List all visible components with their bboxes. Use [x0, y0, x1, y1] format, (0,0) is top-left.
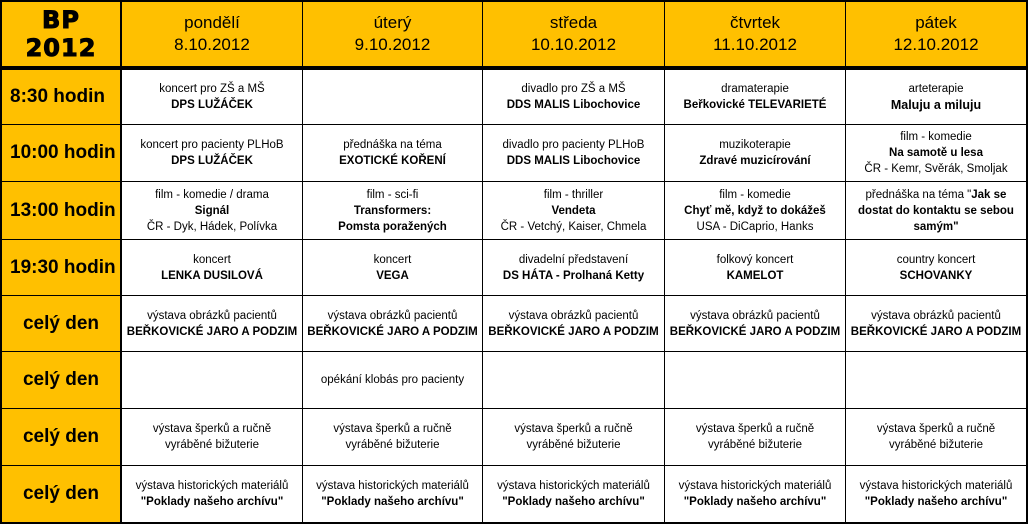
- event-cell: [122, 182, 303, 240]
- event-cell: [303, 352, 483, 409]
- time-slot-label: [0, 409, 122, 466]
- time-slot-text: celý den: [22, 312, 100, 334]
- schedule-row: [0, 296, 1028, 352]
- event-type: [848, 187, 1024, 203]
- event-title: DDS MALIS Libochovice: [506, 155, 641, 167]
- event-cell: [846, 466, 1028, 524]
- event-cell: [846, 68, 1028, 125]
- event-title: DPS LUŽÁČEK: [171, 155, 253, 167]
- event-title: LENKA DUSILOVÁ: [161, 269, 263, 282]
- event-cell: [303, 409, 483, 466]
- event-cell: [665, 182, 846, 240]
- event-cell: [483, 409, 665, 466]
- time-slot-label: [0, 352, 122, 409]
- event-type: vyráběné bižuterie: [889, 439, 983, 451]
- schedule-body: [0, 68, 1028, 524]
- day-header-tuesday: [303, 0, 483, 68]
- day-date: 10.10.2012: [530, 35, 617, 54]
- time-slot-text: celý den: [22, 426, 100, 447]
- event-type: výstava šperků a ručně: [514, 423, 633, 435]
- event-type: výstava historických materiálů: [859, 480, 1013, 492]
- event-type: film - thriller: [543, 188, 604, 201]
- event-cell: [303, 240, 483, 296]
- time-slot-label: [0, 240, 122, 296]
- time-slot-text: 8:30 hodin: [10, 86, 106, 107]
- time-slot-label: [0, 68, 122, 125]
- event-title-part: dostat do kontaktu se sebou: [858, 204, 1014, 217]
- event-cell: [303, 296, 483, 352]
- event-cell: [483, 352, 665, 409]
- event-type: film - komedie / drama: [155, 188, 269, 201]
- time-slot-text: celý den: [22, 483, 100, 504]
- event-type: výstava obrázků pacientů: [147, 309, 277, 322]
- event-cell: [483, 466, 665, 524]
- event-title: "Poklady našeho archívu": [864, 496, 1008, 508]
- event-type: výstava historických materiálů: [678, 480, 832, 492]
- event-cell: [303, 68, 483, 125]
- time-slot-text: 10:00 hodin: [10, 142, 116, 163]
- event-title: Na samotě u lesa: [889, 147, 983, 159]
- event-type: divadlo pro ZŠ a MŠ: [521, 83, 626, 95]
- event-title: "Poklady našeho archívu": [140, 496, 284, 508]
- event-type: koncert pro ZŠ a MŠ: [159, 83, 265, 95]
- event-type: dramaterapie: [721, 83, 789, 95]
- event-cell: [303, 125, 483, 182]
- schedule-row: [0, 352, 1028, 409]
- event-type: výstava šperků a ručně: [333, 423, 452, 435]
- event-cell: [483, 296, 665, 352]
- event-title: "Poklady našeho archívu": [502, 496, 645, 508]
- time-slot-text: 19:30 hodin: [10, 256, 116, 278]
- event-cell: [665, 68, 846, 125]
- event-title: SCHOVANKY: [899, 269, 973, 282]
- event-type: country koncert: [896, 253, 976, 266]
- event-cell: [122, 466, 303, 524]
- event-cell: [303, 182, 483, 240]
- event-title: Maluju a miluju: [890, 98, 982, 112]
- day-name: pátek: [915, 13, 957, 32]
- event-type: vyráběné bižuterie: [526, 439, 621, 451]
- schedule-row: [0, 409, 1028, 466]
- schedule-row: [0, 125, 1028, 182]
- event-cell: [665, 409, 846, 466]
- day-header-wednesday: [483, 0, 665, 68]
- event-type: film - komedie: [900, 131, 972, 143]
- event-title: DDS MALIS Libochovice: [506, 99, 641, 111]
- event-type: výstava šperků a ručně: [876, 423, 996, 435]
- event-cell: [122, 296, 303, 352]
- day-header-monday: [122, 0, 303, 68]
- day-name: čtvrtek: [729, 13, 781, 32]
- event-cell: [303, 466, 483, 524]
- event-cell: [846, 125, 1028, 182]
- event-cell: [122, 352, 303, 409]
- event-cell: [665, 466, 846, 524]
- event-cell: [483, 240, 665, 296]
- day-name: úterý: [373, 13, 412, 32]
- logo-cell: [0, 0, 122, 68]
- day-date: 9.10.2012: [354, 35, 431, 54]
- event-title: BEŘKOVICKÉ JARO A PODZIM: [126, 325, 298, 338]
- event-type: folkový koncert: [716, 253, 794, 266]
- event-title: Pomsta poražených: [338, 220, 447, 233]
- event-cell: [846, 409, 1028, 466]
- event-cell: [483, 182, 665, 240]
- event-title-part: samým": [913, 220, 959, 233]
- time-slot-text: celý den: [22, 369, 100, 390]
- event-type: divadelní představení: [518, 253, 629, 266]
- event-title: "Poklady našeho archívu": [321, 496, 464, 508]
- event-type: výstava obrázků pacientů: [508, 309, 639, 322]
- event-type: vyráběné bižuterie: [708, 439, 802, 451]
- event-type: výstava šperků a ručně: [152, 423, 272, 435]
- day-name: pondělí: [184, 13, 240, 32]
- event-cell: [483, 68, 665, 125]
- event-title: VEGA: [376, 269, 409, 282]
- event-title: Vendeta: [551, 204, 596, 217]
- event-cell: [665, 125, 846, 182]
- event-type: výstava historických materiálů: [135, 480, 289, 492]
- event-title: DS HÁTA - Prolhaná Ketty: [502, 269, 645, 282]
- schedule-row: [0, 240, 1028, 296]
- event-title: EXOTICKÉ KOŘENÍ: [339, 155, 446, 167]
- day-date: 12.10.2012: [893, 35, 979, 54]
- event-cell: [846, 240, 1028, 296]
- event-type: ČR - Kemr, Svěrák, Smoljak: [864, 163, 1008, 175]
- event-title: Chyť mě, když to dokážeš: [684, 204, 826, 217]
- event-title: "Poklady našeho archívu": [683, 496, 827, 508]
- time-slot-text: 13:00 hodin: [10, 199, 116, 221]
- event-type: film - komedie: [719, 188, 791, 201]
- day-date: 11.10.2012: [713, 35, 797, 54]
- event-cell: [665, 240, 846, 296]
- event-type: výstava obrázků pacientů: [690, 309, 820, 322]
- time-slot-label: [0, 125, 122, 182]
- event-title-part: Jak se: [971, 188, 1007, 201]
- event-title: KAMELOT: [726, 269, 784, 282]
- time-slot-label: [0, 182, 122, 240]
- event-type: výstava obrázků pacientů: [327, 309, 458, 322]
- event-type: vyráběné bižuterie: [165, 439, 259, 451]
- event-cell: [665, 352, 846, 409]
- schedule-row: [0, 182, 1028, 240]
- event-title: BEŘKOVICKÉ JARO A PODZIM: [850, 325, 1022, 338]
- event-type: výstava šperků a ručně: [695, 423, 815, 435]
- time-slot-label: [0, 296, 122, 352]
- event-type: muzikoterapie: [719, 139, 791, 151]
- day-header-friday: [846, 0, 1028, 68]
- day-header-thursday: [665, 0, 846, 68]
- event-type: přednáška na téma: [343, 139, 442, 151]
- event-cell: [483, 125, 665, 182]
- event-type: opékání klobás pro pacienty: [320, 374, 465, 386]
- event-type: koncert: [373, 253, 412, 266]
- day-name: středa: [549, 13, 598, 32]
- event-title: Transformers:: [353, 204, 432, 217]
- event-cell: [846, 352, 1028, 409]
- event-cell: [846, 182, 1028, 240]
- event-type: arteterapie: [908, 83, 964, 95]
- schedule-row: [0, 68, 1028, 125]
- event-type-prefix: přednáška na téma ": [865, 188, 972, 201]
- event-title: Beřkovické TELEVARIETÉ: [683, 99, 827, 111]
- event-type: film - sci-fi: [366, 188, 419, 201]
- event-type: divadlo pro pacienty PLHoB: [502, 139, 645, 151]
- event-title: BEŘKOVICKÉ JARO A PODZIM: [307, 325, 478, 338]
- event-logo: BP 2012: [2, 2, 120, 66]
- event-cell: [122, 240, 303, 296]
- event-cell: [846, 296, 1028, 352]
- event-title: BEŘKOVICKÉ JARO A PODZIM: [669, 325, 841, 338]
- event-type: výstava historických materiálů: [497, 480, 650, 492]
- schedule-row: [0, 466, 1028, 524]
- event-title: Zdravé muzicírování: [699, 155, 811, 167]
- event-type: USA - DiCaprio, Hanks: [696, 220, 814, 233]
- day-date: 8.10.2012: [174, 35, 250, 54]
- event-type: výstava historických materiálů: [316, 480, 469, 492]
- event-cell: [122, 68, 303, 125]
- time-slot-label: [0, 466, 122, 524]
- event-type: vyráběné bižuterie: [345, 439, 440, 451]
- event-type: ČR - Vetchý, Kaiser, Chmela: [500, 220, 647, 233]
- event-cell: [665, 296, 846, 352]
- event-type: koncert pro pacienty PLHoB: [140, 139, 284, 151]
- event-title: DPS LUŽÁČEK: [171, 99, 253, 111]
- event-cell: [122, 409, 303, 466]
- event-type: koncert: [193, 253, 231, 266]
- event-cell: [122, 125, 303, 182]
- event-type: výstava obrázků pacientů: [871, 309, 1001, 322]
- event-title: Signál: [194, 204, 230, 217]
- event-type: ČR - Dyk, Hádek, Polívka: [146, 220, 278, 233]
- header-row: [0, 0, 1028, 68]
- event-title: BEŘKOVICKÉ JARO A PODZIM: [488, 325, 659, 338]
